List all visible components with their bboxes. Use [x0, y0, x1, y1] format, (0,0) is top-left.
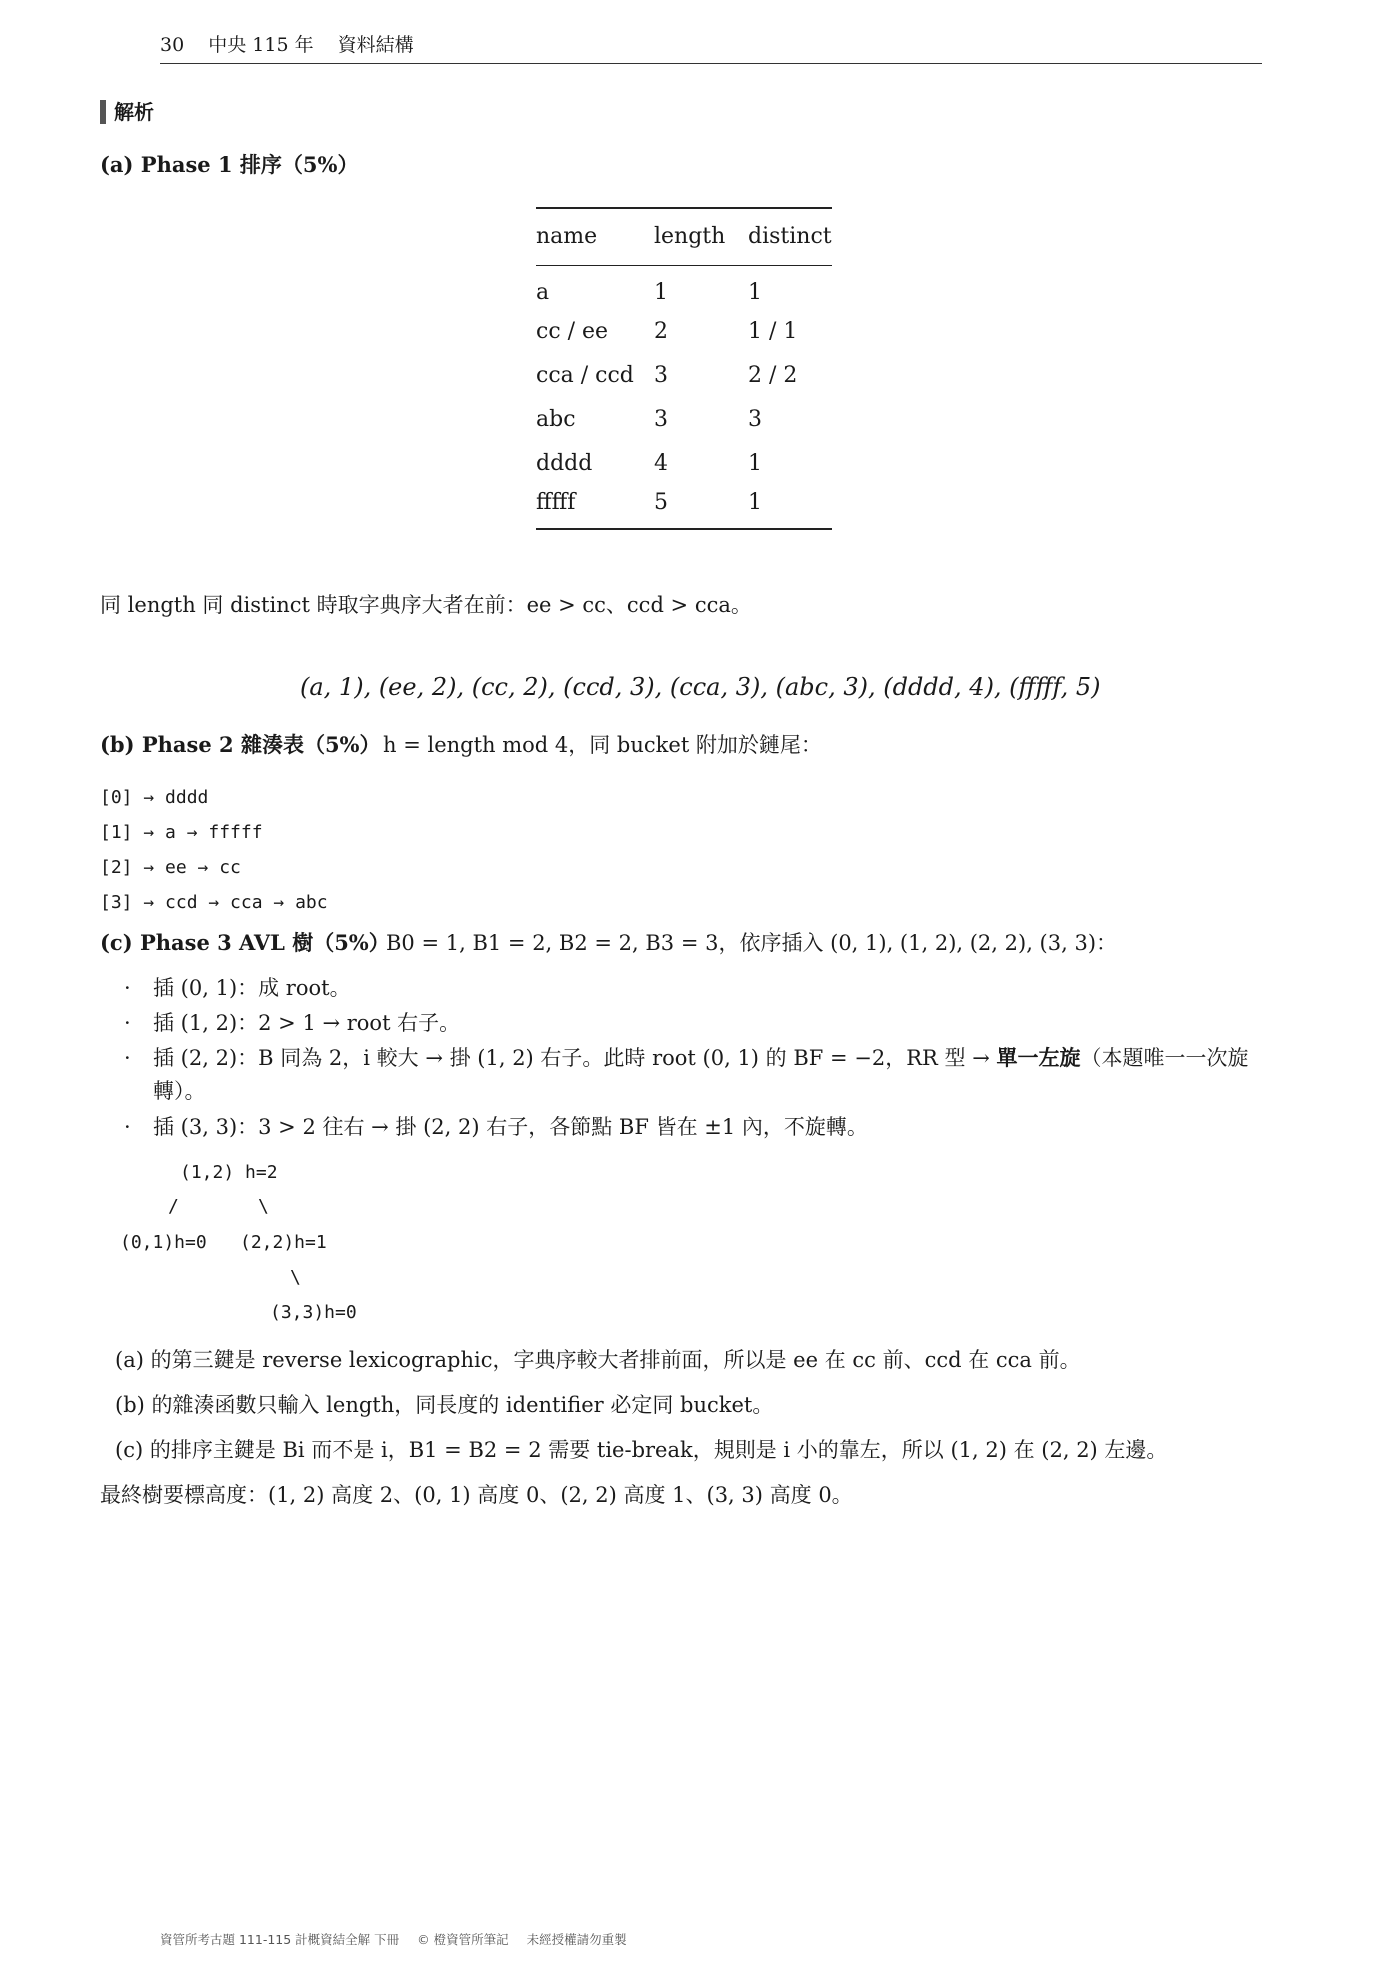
note-item: (b) 的雜湊函數只輸入 length，同長度的 identifier 必定同 bucket。: [115, 1393, 774, 1417]
header-school: 中央 115 年: [208, 34, 314, 56]
hash-bucket: [0] → dddd: [100, 787, 209, 808]
table-cell: 5: [654, 485, 748, 529]
table-cell: 1: [748, 450, 762, 476]
table-cell: cca / ccd: [536, 362, 634, 388]
table-row: [536, 397, 832, 441]
footer-book: 資管所考古題 111-115 計概資結全解 下冊: [160, 1932, 400, 1947]
section-title: 解析: [100, 100, 154, 124]
bullet-mark: ·: [124, 1011, 131, 1035]
tree-right-edge: \: [258, 1196, 269, 1217]
table-cell: dddd: [536, 450, 593, 476]
part-c-description: B0 = 1, B1 = 2, B2 = 2, B3 = 3，依序插入 (0, 1), (1, 2), (2, 2), (3, 3)：: [386, 931, 1118, 955]
hash-bucket: [3] → ccd → cca → abc: [100, 892, 328, 913]
column-header: name: [536, 208, 654, 265]
table-cell: 2 / 2: [748, 362, 798, 388]
bullet-item: 插 (0, 1)：成 root。: [153, 976, 351, 1000]
table-row: [536, 353, 832, 397]
column-header: distinct: [748, 208, 832, 265]
part-a-note: 同 length 同 distinct 時取字典序大者在前：ee > cc、ccd > cca。: [100, 593, 752, 617]
part-c-heading: (c) Phase 3 AVL 樹（5%）: [100, 930, 390, 955]
table-cell: 3: [654, 406, 668, 432]
note-item: (a) 的第三鍵是 reverse lexicographic，字典序較大者排前面，所以是 ee 在 cc 前、ccd 在 cca 前。: [115, 1348, 1081, 1372]
bullet-emphasis: 單一左旋: [996, 1045, 1081, 1070]
bullet-item-continued: 轉）。: [153, 1079, 206, 1103]
table-cell: 1: [748, 279, 762, 305]
page-header: [160, 32, 1262, 64]
sorted-sequence: (a, 1), (ee, 2), (cc, 2), (ccd, 3), (cca, 3), (abc, 3), (dddd, 4), (fffff, 5): [300, 673, 1101, 701]
hash-table: [100, 780, 328, 920]
table-cell: 3: [748, 406, 762, 432]
tree-root-node: (1,2) h=2: [180, 1162, 278, 1183]
table-row: [536, 485, 832, 529]
column-header: length: [654, 208, 748, 265]
note-item: (c) 的排序主鍵是 Bi 而不是 i，B1 = B2 = 2 需要 tie-break，規則是 i 小的靠左，所以 (1, 2) 在 (2, 2) 左邊。: [115, 1438, 1168, 1462]
table-cell: 1 / 1: [748, 318, 798, 344]
table-cell: abc: [536, 406, 576, 432]
bullet-text: 插 (2, 2)：B 同為 2，i 較大 → 掛 (1, 2) 右子。此時 root (0, 1) 的 BF = −2，RR 型 →: [153, 1046, 997, 1070]
bullet-mark: ·: [124, 1046, 131, 1070]
bullet-item: 插 (1, 2)：2 > 1 → root 右子。: [153, 1011, 461, 1035]
hash-bucket: [2] → ee → cc: [100, 857, 241, 878]
sort-table: [536, 207, 832, 530]
page-footer: [160, 1930, 641, 1948]
table-row: [536, 441, 832, 485]
table-cell: cc / ee: [536, 318, 609, 344]
part-b-heading: (b) Phase 2 雜湊表（5%）: [100, 732, 381, 757]
final-note: 最終樹要標高度：(1, 2) 高度 2、(0, 1) 高度 0、(2, 2) 高度 1、(3, 3) 高度 0。: [100, 1483, 853, 1507]
table-cell: a: [536, 279, 550, 305]
hash-bucket: [1] → a → fffff: [100, 822, 263, 843]
table-cell: 2: [654, 318, 668, 344]
part-a-heading: (a) Phase 1 排序（5%）: [100, 152, 359, 177]
footer-notice: 未經授權請勿重製: [526, 1932, 627, 1947]
tree-right-right-edge: \: [290, 1267, 301, 1288]
tree-left-node: (0,1)h=0: [120, 1232, 207, 1253]
table-cell: 3: [654, 362, 668, 388]
tree-left-edge: /: [168, 1196, 179, 1217]
bullet-item: 插 (3, 3)：3 > 2 往右 → 掛 (2, 2) 右子，各節點 BF 皆在 ±1 內，不旋轉。: [153, 1115, 868, 1139]
part-b-description: h = length mod 4，同 bucket 附加於鏈尾：: [383, 733, 822, 757]
table-header-row: [536, 208, 832, 265]
tree-right-node: (2,2)h=1: [240, 1232, 327, 1253]
page-number: 30: [160, 34, 185, 56]
table-cell: 1: [654, 279, 668, 305]
bullet-text-tail: （本題唯一一次旋: [1080, 1046, 1249, 1070]
bullet-mark: ·: [124, 976, 131, 1000]
bullet-mark: ·: [124, 1115, 131, 1139]
tree-right-right-node: (3,3)h=0: [270, 1302, 357, 1323]
table-cell: fffff: [536, 485, 654, 529]
header-subject: 資料結構: [337, 34, 414, 56]
table-cell: 4: [654, 450, 668, 476]
table-row: [536, 265, 832, 309]
table-cell: 1: [748, 485, 832, 529]
bullet-item: [153, 1043, 1249, 1073]
table-row: [536, 309, 832, 353]
footer-copyright: © 橙資管所筆記: [417, 1932, 509, 1947]
